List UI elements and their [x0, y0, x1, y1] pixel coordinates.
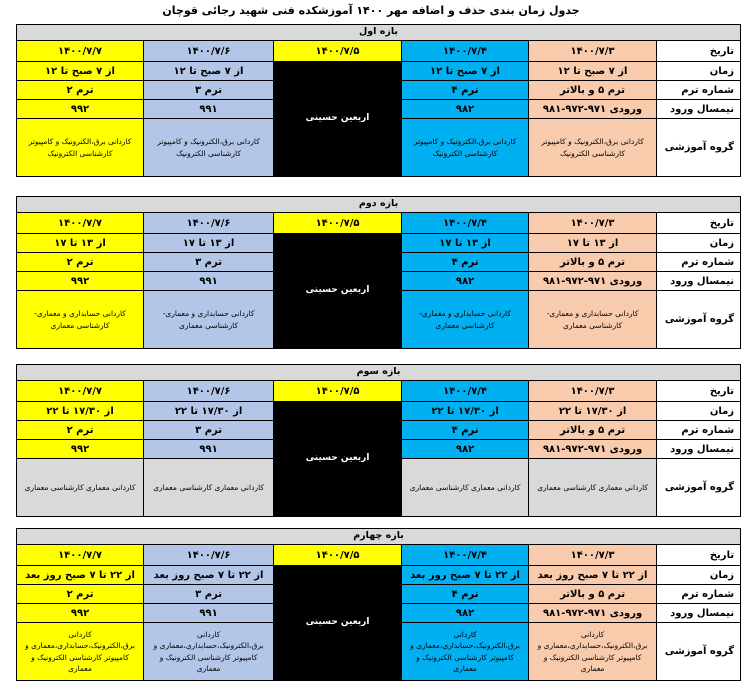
group-cell: کاردانی معماری کارشناسی معماری	[402, 459, 529, 517]
term-cell: ترم ۴	[402, 421, 529, 440]
semester-cell: ۹۸۲	[402, 100, 529, 119]
date-cell: ۱۴۰۰/۷/۶	[144, 213, 274, 234]
group-cell: کاردانی حسابداری و معماری- کارشناسی معماری	[144, 291, 274, 349]
semester-cell: ۹۸۲	[402, 272, 529, 291]
time-cell: از ۲۲ تا ۷ صبح روز بعد	[144, 566, 274, 585]
term-cell: ترم ۵ و بالاتر	[529, 81, 657, 100]
group-cell: کاردانی برق،الکترونیک،حسابداری،معماری و کامپیوتر کارشناسی الکترونیک و معماری	[17, 623, 144, 681]
semester-cell: ۹۹۱	[144, 272, 274, 291]
semester-cell: ۹۸۲	[402, 604, 529, 623]
time-cell: از ۷ صبح تا ۱۲	[144, 62, 274, 81]
semester-cell: ۹۸۲	[402, 440, 529, 459]
semester-cell: ورودی ۹۷۱-۹۷۲-۹۸۱	[529, 604, 657, 623]
period-table	[16, 364, 741, 517]
term-cell: ترم ۴	[402, 585, 529, 604]
date-cell: ۱۴۰۰/۷/۳	[529, 213, 657, 234]
row-label-semester: نیمسال ورود	[657, 272, 741, 291]
date-cell: ۱۴۰۰/۷/۵	[274, 545, 402, 566]
term-cell: ترم ۲	[17, 81, 144, 100]
row-label-group: گروه آموزشی	[657, 459, 741, 517]
period-table	[16, 196, 741, 349]
row-label-semester: نیمسال ورود	[657, 100, 741, 119]
term-cell: ترم ۵ و بالاتر	[529, 253, 657, 272]
time-cell: از ۲۲ تا ۷ صبح روز بعد	[402, 566, 529, 585]
date-cell: ۱۴۰۰/۷/۶	[144, 381, 274, 402]
row-label-time: زمان	[657, 234, 741, 253]
date-cell: ۱۴۰۰/۷/۴	[402, 381, 529, 402]
period-name: بازه دوم	[17, 197, 741, 213]
date-cell: ۱۴۰۰/۷/۷	[17, 381, 144, 402]
row-label-group: گروه آموزشی	[657, 119, 741, 177]
row-label-date: تاریخ	[657, 213, 741, 234]
group-cell: کاردانی حسابداری و معماری- کارشناسی معماری	[529, 291, 657, 349]
term-cell: ترم ۲	[17, 253, 144, 272]
time-cell: از ۲۲ تا ۷ صبح روز بعد	[529, 566, 657, 585]
semester-cell: ۹۹۲	[17, 272, 144, 291]
group-cell: کاردانی برق،الکترونیک،حسابداری،معماری و کامپیوتر کارشناسی الکترونیک و معماری	[144, 623, 274, 681]
row-label-date: تاریخ	[657, 381, 741, 402]
group-cell: کاردانی معماری کارشناسی معماری	[17, 459, 144, 517]
time-cell: از ۱۷/۳۰ تا ۲۲	[529, 402, 657, 421]
period-name: بازه اول	[17, 25, 741, 41]
date-cell: ۱۴۰۰/۷/۷	[17, 213, 144, 234]
period-name: بازه چهارم	[17, 529, 741, 545]
term-cell: ترم ۲	[17, 421, 144, 440]
period-table	[16, 528, 741, 681]
date-cell: ۱۴۰۰/۷/۴	[402, 41, 529, 62]
term-cell: ترم ۵ و بالاتر	[529, 585, 657, 604]
row-label-term: شماره ترم	[657, 81, 741, 100]
time-cell: از ۱۷/۳۰ تا ۲۲	[17, 402, 144, 421]
semester-cell: ۹۹۱	[144, 440, 274, 459]
semester-cell: ورودی ۹۷۱-۹۷۲-۹۸۱	[529, 440, 657, 459]
row-label-term: شماره ترم	[657, 585, 741, 604]
time-cell: از ۱۳ تا ۱۷	[17, 234, 144, 253]
date-cell: ۱۴۰۰/۷/۳	[529, 41, 657, 62]
time-cell: از ۱۳ تا ۱۷	[402, 234, 529, 253]
group-cell: کاردانی معماری کارشناسی معماری	[144, 459, 274, 517]
semester-cell: ۹۹۲	[17, 604, 144, 623]
date-cell: ۱۴۰۰/۷/۳	[529, 381, 657, 402]
semester-cell: ورودی ۹۷۱-۹۷۲-۹۸۱	[529, 272, 657, 291]
term-cell: ترم ۳	[144, 585, 274, 604]
semester-cell: ۹۹۲	[17, 100, 144, 119]
row-label-date: تاریخ	[657, 41, 741, 62]
row-label-date: تاریخ	[657, 545, 741, 566]
date-cell: ۱۴۰۰/۷/۷	[17, 545, 144, 566]
date-cell: ۱۴۰۰/۷/۳	[529, 545, 657, 566]
term-cell: ترم ۳	[144, 421, 274, 440]
group-cell: کاردانی برق،الکترونیک و کامپیوتر کارشناسی الکترونیک	[529, 119, 657, 177]
date-cell: ۱۴۰۰/۷/۶	[144, 545, 274, 566]
time-cell: از ۷ صبح تا ۱۲	[17, 62, 144, 81]
period-table	[16, 24, 741, 177]
row-label-time: زمان	[657, 62, 741, 81]
date-cell: ۱۴۰۰/۷/۵	[274, 213, 402, 234]
time-cell: از ۷ صبح تا ۱۲	[402, 62, 529, 81]
row-label-group: گروه آموزشی	[657, 623, 741, 681]
term-cell: ترم ۳	[144, 253, 274, 272]
time-cell: از ۲۲ تا ۷ صبح روز بعد	[17, 566, 144, 585]
semester-cell: ۹۹۱	[144, 604, 274, 623]
row-label-term: شماره ترم	[657, 253, 741, 272]
holiday-cell: اربعین حسینی	[274, 566, 402, 681]
time-cell: از ۱۳ تا ۱۷	[144, 234, 274, 253]
term-cell: ترم ۵ و بالاتر	[529, 421, 657, 440]
date-cell: ۱۴۰۰/۷/۷	[17, 41, 144, 62]
time-cell: از ۱۳ تا ۱۷	[529, 234, 657, 253]
term-cell: ترم ۳	[144, 81, 274, 100]
group-cell: کاردانی برق،الکترونیک،حسابداری،معماری و کامپیوتر کارشناسی الکترونیک و معماری	[529, 623, 657, 681]
term-cell: ترم ۴	[402, 253, 529, 272]
group-cell: کاردانی حسابداری و معماری- کارشناسی معماری	[402, 291, 529, 349]
holiday-cell: اربعین حسینی	[274, 234, 402, 349]
time-cell: از ۱۷/۳۰ تا ۲۲	[402, 402, 529, 421]
time-cell: از ۱۷/۳۰ تا ۲۲	[144, 402, 274, 421]
semester-cell: ورودی ۹۷۱-۹۷۲-۹۸۱	[529, 100, 657, 119]
semester-cell: ۹۹۲	[17, 440, 144, 459]
term-cell: ترم ۴	[402, 81, 529, 100]
group-cell: کاردانی برق،الکترونیک و کامپیوتر کارشناسی الکترونیک	[17, 119, 144, 177]
row-label-semester: نیمسال ورود	[657, 604, 741, 623]
row-label-group: گروه آموزشی	[657, 291, 741, 349]
group-cell: کاردانی برق،الکترونیک و کامپیوتر کارشناسی الکترونیک	[144, 119, 274, 177]
holiday-cell: اربعین حسینی	[274, 62, 402, 177]
term-cell: ترم ۲	[17, 585, 144, 604]
holiday-cell: اربعین حسینی	[274, 402, 402, 517]
row-label-time: زمان	[657, 402, 741, 421]
date-cell: ۱۴۰۰/۷/۵	[274, 381, 402, 402]
date-cell: ۱۴۰۰/۷/۶	[144, 41, 274, 62]
semester-cell: ۹۹۱	[144, 100, 274, 119]
page-title: جدول زمان بندی حذف و اضافه مهر ۱۴۰۰ آموزشکده فنی شهید رجائی قوچان	[162, 4, 580, 17]
group-cell: کاردانی برق،الکترونیک و کامپیوتر کارشناسی الکترونیک	[402, 119, 529, 177]
date-cell: ۱۴۰۰/۷/۴	[402, 545, 529, 566]
row-label-term: شماره ترم	[657, 421, 741, 440]
group-cell: کاردانی برق،الکترونیک،حسابداری،معماری و کامپیوتر کارشناسی الکترونیک و معماری	[402, 623, 529, 681]
date-cell: ۱۴۰۰/۷/۴	[402, 213, 529, 234]
period-name: بازه سوم	[17, 365, 741, 381]
date-cell: ۱۴۰۰/۷/۵	[274, 41, 402, 62]
row-label-semester: نیمسال ورود	[657, 440, 741, 459]
group-cell: کاردانی معماری کارشناسی معماری	[529, 459, 657, 517]
group-cell: کاردانی حسابداری و معماری- کارشناسی معماری	[17, 291, 144, 349]
row-label-time: زمان	[657, 566, 741, 585]
time-cell: از ۷ صبح تا ۱۲	[529, 62, 657, 81]
